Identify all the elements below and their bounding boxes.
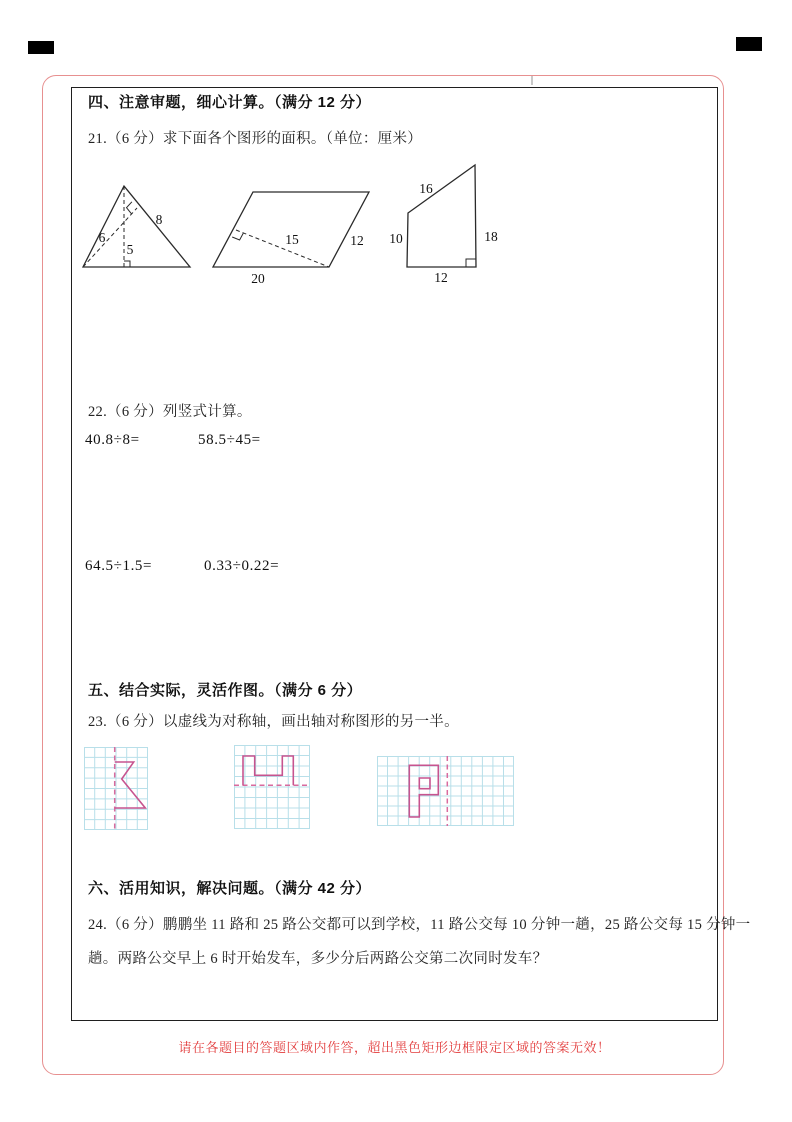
expression-4: 0.33÷0.22= [204, 558, 280, 574]
footer-notice: 请在各题目的答题区域内作答，超出黑色矩形边框限定区域的答案无效！ [178, 1040, 611, 1055]
registration-mark-top-left [28, 41, 54, 54]
question-24-line1: 24.（6 分）鹏鹏坐 11 路和 25 路公交都可以到学校，11 路公交每 10 分钟一趟，25 路公交每 15 分钟一 [88, 917, 751, 933]
half-figure-arrow [115, 762, 146, 808]
question-23-prompt: 23.（6 分）以虚线为对称轴，画出轴对称图形的另一半。 [88, 714, 459, 730]
section-five-title: 五、结合实际，灵活作图。（满分 6 分） [88, 682, 363, 699]
half-figure-battlement [243, 756, 293, 785]
triangle-figure [83, 186, 190, 267]
quad-label-bottom: 12 [434, 270, 448, 285]
expression-2: 58.5÷45= [198, 432, 261, 448]
question-21-prompt: 21.（6 分）求下面各个图形的面积。（单位：厘米） [88, 131, 423, 147]
expression-1: 40.8÷8= [85, 432, 140, 448]
quad-label-right: 18 [484, 229, 498, 244]
quad-label-left: 10 [389, 231, 403, 246]
parallelogram-label-height: 15 [285, 232, 299, 247]
triangle-label-slant: 6 [98, 230, 106, 245]
quad-label-top: 16 [419, 181, 433, 196]
parallelogram-label-side: 12 [350, 233, 364, 248]
parallelogram-label-base: 20 [251, 271, 265, 286]
symmetry-grid-3 [377, 756, 514, 826]
quadrilateral-figure [389, 165, 498, 285]
half-figure-p-outline [409, 765, 438, 817]
triangle-label-height: 5 [126, 242, 134, 257]
section-four-title: 四、注意审题，细心计算。（满分 12 分） [88, 94, 372, 111]
question-21-figures [75, 155, 545, 295]
half-figure-p-hole [419, 778, 430, 789]
question-24-line2: 趟。两路公交早上 6 时开始发车，多少分后两路公交第二次同时发车？ [88, 950, 548, 967]
question-22-prompt: 22.（6 分）列竖式计算。 [88, 404, 252, 420]
symmetry-grid-1 [84, 747, 148, 830]
triangle-label-side: 8 [155, 212, 163, 227]
expression-3: 64.5÷1.5= [85, 558, 153, 574]
parallelogram-figure [213, 192, 369, 286]
registration-mark-top-right [736, 37, 762, 51]
section-six-title: 六、活用知识，解决问题。（满分 42 分） [88, 880, 372, 897]
symmetry-grid-2 [234, 745, 310, 829]
question-24-prompt [88, 909, 751, 976]
